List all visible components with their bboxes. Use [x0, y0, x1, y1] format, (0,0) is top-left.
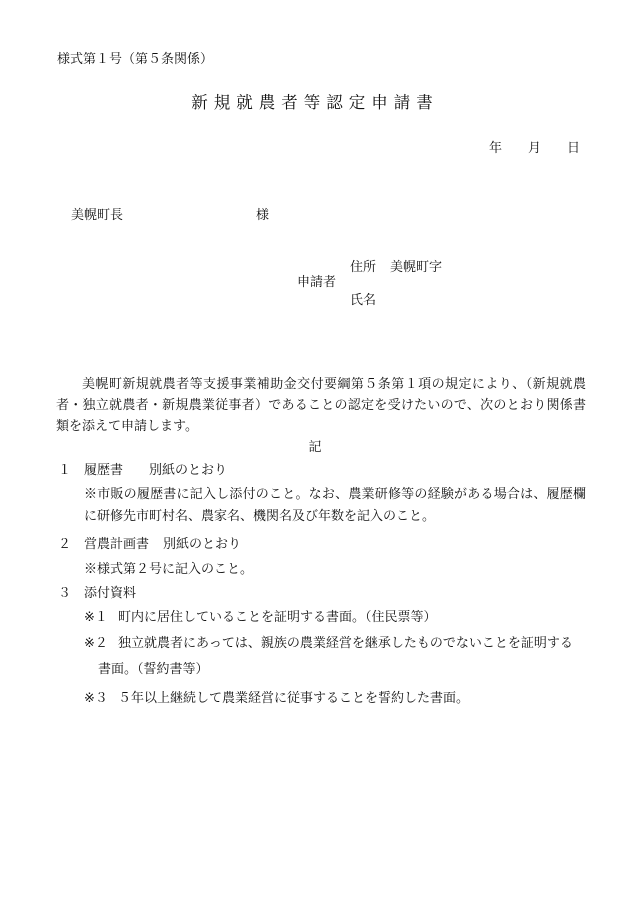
applicant-label: 申請者 [297, 275, 337, 290]
applicant-address-label: 住所 [350, 260, 377, 275]
date-day-label: 日 [566, 141, 580, 156]
item-2-detail: ※様式第２号に記入のこと。 [84, 562, 254, 577]
item-1-label: 履歴書 [84, 463, 124, 478]
item-1-number: １ [58, 463, 72, 478]
item-3-sub-1-text: 町内に居住していることを証明する書面。（住民票等） [118, 610, 437, 625]
item-2-number: ２ [58, 537, 72, 552]
item-1-detail: ※市販の履歴書に記入し添付のこと。なお、農業研修等の経験がある場合は、履歴欄に研修先市町村名、農家名、機関名及び年数を記入のこと。 [84, 487, 586, 524]
date-month-label: 月 [527, 141, 541, 156]
item-3-sub-3-mark: ※３ [84, 691, 108, 706]
form-number: 様式第１号（第５条関係） [57, 52, 214, 67]
item-3-label: 添付資料 [84, 586, 137, 601]
item-3-sub-2-text: 独立就農者にあっては、親族の農業経営を継承したものでないことを証明する [118, 636, 573, 651]
request-paragraph: 美幌町新規就農者等支援事業補助金交付要綱第５条第１項の規定により、（新規就農者・独立就農者・新規農業従事者）であることの認定を受けたいので、次のとおり関係書類を添えて申請します。 [56, 377, 586, 434]
addressee-recipient: 美幌町長 [71, 208, 124, 223]
item-3-sub-2-mark: ※２ [84, 636, 108, 651]
item-2-note: 別紙のとおり [163, 537, 242, 552]
item-2-label: 営農計画書 [84, 537, 150, 552]
date-line [463, 142, 580, 155]
addressee-suffix: 様 [256, 208, 270, 223]
item-3-number: ３ [58, 586, 72, 601]
item-3-sub-3-text: ５年以上継続して農業経営に従事することを誓約した書面。 [118, 691, 470, 706]
item-3-sub-1-mark: ※１ [84, 610, 108, 625]
item-3-sub-2-continuation: 書面。（誓約書等） [98, 662, 209, 677]
document-title: 新規就農者等認定申請書 [191, 93, 439, 112]
ki-heading: 記 [308, 440, 322, 455]
applicant-address-value: 美幌町字 [390, 260, 443, 275]
date-year-label: 年 [488, 141, 502, 156]
item-1-note: 別紙のとおり [149, 463, 228, 478]
applicant-name-label: 氏名 [350, 293, 377, 308]
